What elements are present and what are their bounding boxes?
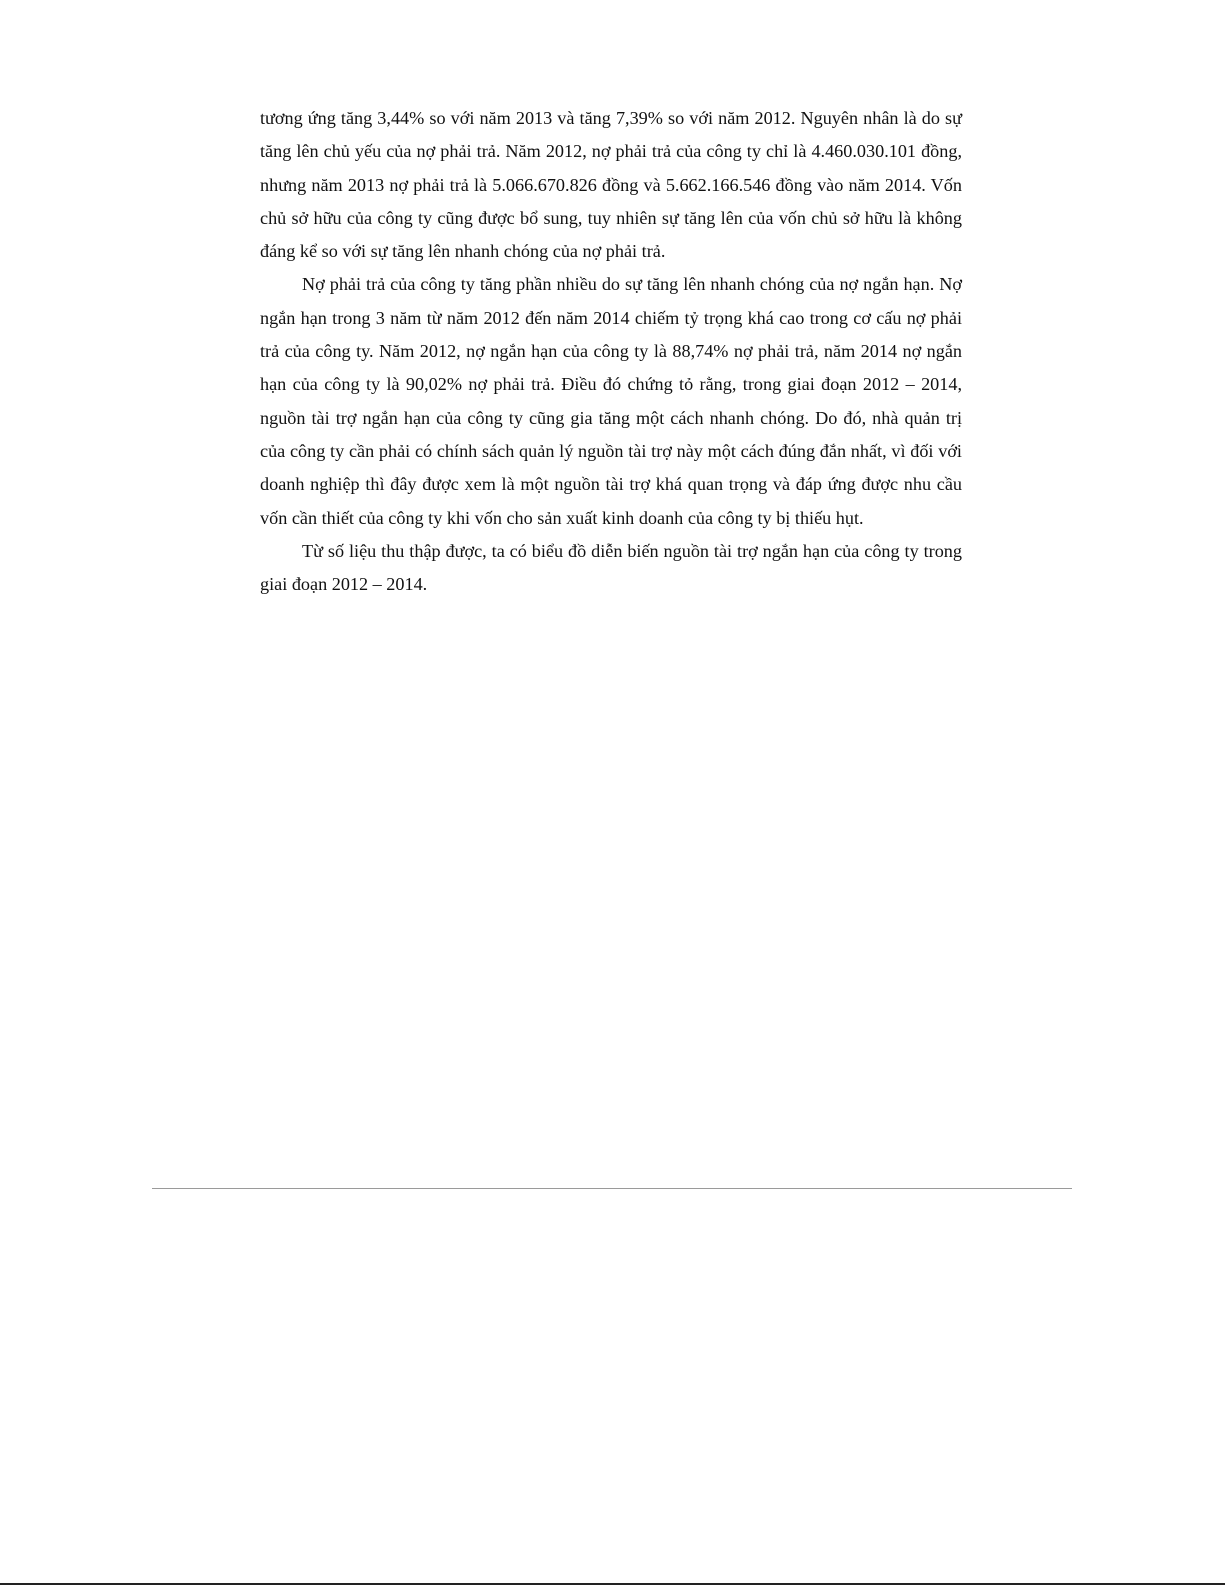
paragraph-debt-growth: tương ứng tăng 3,44% so với năm 2013 và tăng 7,39% so với năm 2012. Nguyên nhân là do sự tăng lên chủ yếu của nợ phải trả. Năm 2012, nợ phải trả của công ty chỉ là 4.460.030.101 đồng, nhưng năm 2013 nợ phải trả là 5.066.670.826 đồng và 5.662.166.546 đồng vào năm 2014. Vốn chủ sở hữu của công ty cũng được bổ sung, tuy nhiên sự tăng lên của vốn chủ sở hữu là không đáng kể so với sự tăng lên nhanh chóng của nợ phải trả. — [260, 108, 962, 262]
paragraph-short-term-debt: Nợ phải trả của công ty tăng phần nhiều do sự tăng lên nhanh chóng của nợ ngắn hạn. Nợ ngắn hạn trong 3 năm từ năm 2012 đến năm 2014 chiếm tỷ trọng khá cao trong cơ cấu nợ phải trả của công ty. Năm 2012, nợ ngắn hạn của công ty là 88,74% nợ phải trả, năm 2014 nợ ngắn hạn của công ty là 90,02% nợ phải trả. Điều đó chứng tỏ rằng, trong giai đoạn 2012 – 2014, nguồn tài trợ ngắn hạn của công ty cũng gia tăng một cách nhanh chóng. Do đó, nhà quản trị của công ty cần phải có chính sách quản lý nguồn tài trợ này một cách đúng đắn nhất, vì đối với doanh nghiệp thì đây được xem là một nguồn tài trợ khá quan trọng và đáp ứng được nhu cầu vốn cần thiết của công ty khi vốn cho sản xuất kinh doanh của công ty bị thiếu hụt. — [260, 274, 962, 528]
paragraph-chart-intro: Từ số liệu thu thập được, ta có biểu đồ diễn biến nguồn tài trợ ngắn hạn của công ty trong giai đoạn 2012 – 2014. — [260, 540, 962, 595]
footer-divider — [152, 1188, 1072, 1189]
body-text — [260, 102, 962, 601]
